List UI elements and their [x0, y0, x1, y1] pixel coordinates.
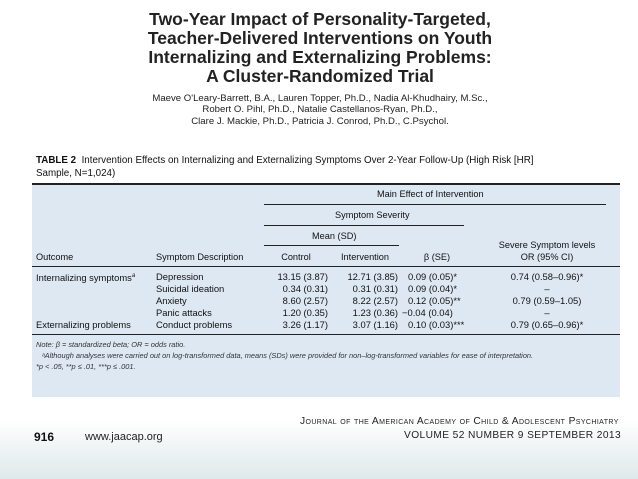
journal-name: Journal of the American Academy of Child & Adolescent Psychiatry: [300, 416, 619, 427]
caption-text: Sample, N=1,024): [36, 167, 116, 179]
page-number: 916: [34, 430, 55, 444]
table-note: *p < .05, **p ≤ .01, ***p ≤ .001.: [36, 362, 136, 371]
paper-title-line: A Cluster-Randomized Trial: [206, 66, 434, 86]
header-bottom-rule: [32, 266, 620, 267]
header-outcome: Outcome: [36, 252, 74, 262]
header-main-effect: Main Effect of Intervention: [377, 189, 484, 199]
header-rule: [264, 225, 464, 226]
table-top-rule: [32, 183, 620, 185]
table-cell-outcome: [36, 271, 135, 283]
paper-title-block: [120, 10, 520, 127]
table-body-rule: [32, 334, 620, 335]
outcome-text: Internalizing symptoms: [36, 272, 132, 284]
table-cell-intervention: 12.71 (3.85): [347, 271, 398, 282]
caption-text: Intervention Effects on Internalizing and Externalizing Symptoms Over 2-Year Follow-Up (High Risk [HR]: [81, 155, 534, 166]
table-cell-description: Panic attacks: [156, 307, 212, 318]
table-cell-control: 1.20 (0.35): [282, 307, 328, 318]
table-note: ᵃAlthough analyses were carried out on log-transformed data, means (SDs) were provided for non–log-transformed variables for ease of interpretation.: [42, 351, 534, 360]
table-cell-description: Conduct problems: [156, 319, 233, 330]
table-note: Note: β = standardized beta; OR = odds ratio.: [36, 340, 186, 349]
table-cell-intervention: 8.22 (2.57): [352, 295, 398, 306]
table-label: TABLE 2: [36, 155, 77, 166]
author-line: Robert O. Pihl, Ph.D., Natalie Castellanos-Ryan, Ph.D.,: [202, 104, 438, 116]
table-cell-or: –: [544, 283, 550, 294]
table-cell-or: –: [544, 307, 550, 318]
table-cell-or: 0.74 (0.58–0.96)*: [510, 271, 584, 282]
table-cell-control: 13.15 (3.87): [277, 271, 328, 282]
header-rule: [264, 204, 606, 205]
header-symptom-description: Symptom Description: [156, 252, 244, 262]
journal-url: www.jaacap.org: [85, 431, 163, 443]
header-rule: [264, 245, 399, 246]
header-symptom-severity: Symptom Severity: [335, 210, 410, 220]
author-line: Maeve O'Leary-Barrett, B.A., Lauren Topper, Ph.D., Nadia Al-Khudhairy, M.Sc.,: [152, 93, 488, 104]
table-cell-control: 8.60 (2.57): [282, 295, 328, 306]
header-beta: β (SE): [423, 252, 451, 262]
footnote-marker: a: [131, 273, 136, 279]
table-cell-control: 0.34 (0.31): [282, 283, 328, 294]
table-cell-or: 0.79 (0.59–1.05): [512, 295, 582, 306]
author-list: [120, 93, 520, 127]
header-control: Control: [281, 252, 311, 262]
journal-volume: VOLUME 52 NUMBER 9 SEPTEMBER 2013: [404, 430, 622, 441]
table-cell-intervention: 0.31 (0.31): [352, 283, 398, 294]
header-or: OR (95% CI): [520, 252, 574, 262]
paper-title-line: Teacher-Delivered Interventions on Youth: [147, 28, 493, 48]
header-intervention: Intervention: [340, 252, 389, 262]
table-cell-beta: 0.09 (0.05)*: [408, 271, 457, 282]
table-cell-description: Suicidal ideation: [156, 283, 225, 294]
table-cell-description: Depression: [156, 271, 204, 282]
table-cell-beta: 0.09 (0.04)*: [408, 283, 457, 294]
table-cell-control: 3.26 (1.17): [282, 319, 328, 330]
table-cell-or: 0.79 (0.65–0.96)*: [510, 319, 584, 330]
table-cell-beta: 0.10 (0.03)***: [408, 319, 465, 330]
table-cell-beta: 0.12 (0.05)**: [408, 295, 461, 306]
table-cell-beta: −0.04 (0.04): [402, 307, 453, 318]
paper-title-line: Two-Year Impact of Personality-Targeted,: [149, 9, 491, 29]
table-cell-intervention: 3.07 (1.16): [352, 319, 398, 330]
paper-title-line: Internalizing and Externalizing Problems:: [148, 47, 492, 67]
table-cell-description: Anxiety: [156, 295, 187, 306]
table-cell-outcome: Externalizing problems: [36, 319, 131, 330]
table-cell-intervention: 1.23 (0.36): [352, 307, 398, 318]
header-severe-symptom: Severe Symptom levels: [498, 240, 596, 250]
author-line: Clare J. Mackie, Ph.D., Patricia J. Conrod, Ph.D., C.Psychol.: [191, 115, 449, 127]
results-table: [32, 183, 620, 397]
header-mean-sd: Mean (SD): [312, 231, 357, 241]
table-caption: [36, 155, 616, 180]
